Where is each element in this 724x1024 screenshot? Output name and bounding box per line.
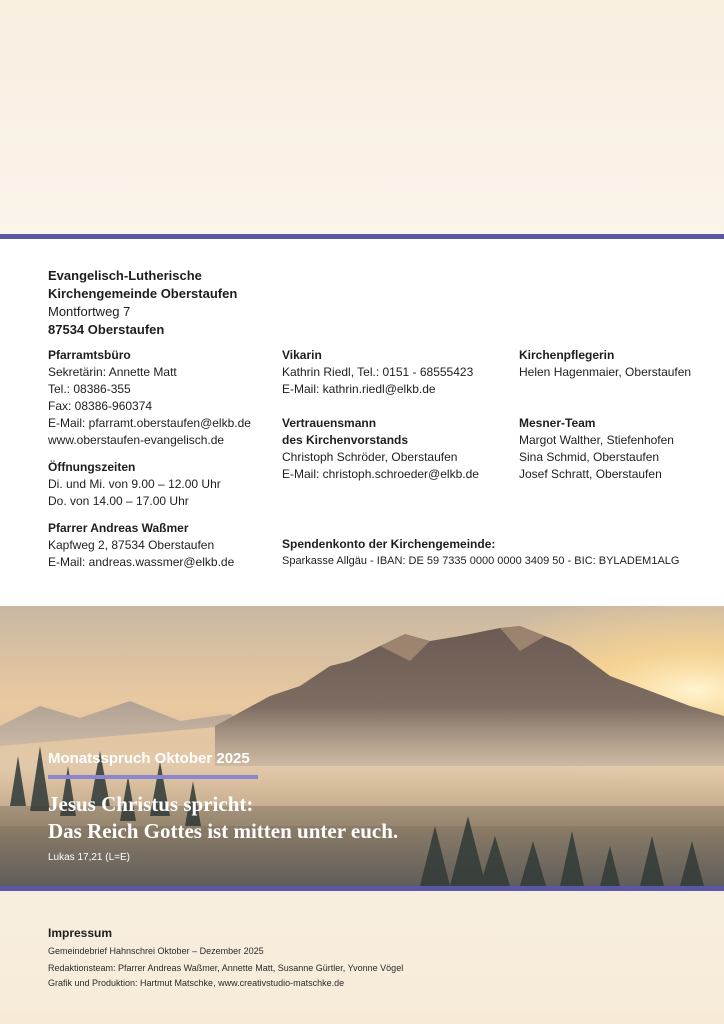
org-street: Montfortweg 7 <box>48 304 131 319</box>
donation-heading: Spendenkonto der Kirchengemeinde: <box>282 537 496 551</box>
treasurer-name: Helen Hagenmaier, Oberstaufen <box>519 365 692 379</box>
office-email[interactable]: E-Mail: pfarramt.oberstaufen@elkb.de <box>48 416 251 430</box>
impressum-production: Grafik und Produktion: Hartmut Matschke, www.creativstudio-matschke.de <box>48 978 345 988</box>
title-underline <box>48 775 258 779</box>
impressum-heading: Impressum <box>48 926 113 940</box>
vicar-email[interactable]: E-Mail: kathrin.riedl@elkb.de <box>282 382 436 396</box>
office-website[interactable]: www.oberstaufen-evangelisch.de <box>48 433 225 447</box>
trustee-heading-1: Vertrauensmann <box>282 416 377 430</box>
pastor-email[interactable]: E-Mail: andreas.wassmer@elkb.de <box>48 555 235 569</box>
vicar-phone: Kathrin Riedl, Tel.: 0151 - 68555423 <box>282 365 474 379</box>
office-fax: Fax: 08386-960374 <box>48 399 153 413</box>
org-name-line2: Kirchengemeinde Oberstaufen <box>48 286 238 301</box>
pastor-heading: Pfarrer Andreas Waßmer <box>48 521 189 535</box>
sexton-member-3: Josef Schratt, Oberstaufen <box>519 467 662 481</box>
impressum-publication: Gemeindebrief Hahnschrei Oktober – Dezember 2025 <box>48 946 264 956</box>
sexton-heading: Mesner-Team <box>519 416 596 430</box>
org-name-line1: Evangelisch-Lutherische <box>48 268 202 283</box>
mountain-landscape-illustration <box>0 606 724 886</box>
sexton-member-2: Sina Schmid, Oberstaufen <box>519 450 660 464</box>
monthly-verse-title: Monatsspruch Oktober 2025 <box>48 750 250 767</box>
org-city: 87534 Oberstaufen <box>48 322 165 337</box>
office-secretary: Sekretärin: Annette Matt <box>48 365 177 379</box>
verse-line-1: Jesus Christus spricht: <box>48 792 254 816</box>
trustee-name: Christoph Schröder, Oberstaufen <box>282 450 458 464</box>
hours-heading: Öffnungszeiten <box>48 460 136 474</box>
trustee-heading-2: des Kirchenvorstands <box>282 433 409 447</box>
donation-account: Sparkasse Allgäu - IBAN: DE 59 7335 0000 0000 3409 50 - BIC: BYLADEM1ALG <box>282 555 680 567</box>
sexton-member-1: Margot Walther, Stiefenhofen <box>519 433 674 447</box>
vicar-heading: Vikarin <box>282 348 322 362</box>
office-heading: Pfarramtsbüro <box>48 348 131 362</box>
verse-reference: Lukas 17,21 (L=E) <box>48 852 130 863</box>
hours-line-2: Do. von 14.00 – 17.00 Uhr <box>48 494 189 508</box>
treasurer-heading: Kirchenpflegerin <box>519 348 615 362</box>
pastor-address: Kapfweg 2, 87534 Oberstaufen <box>48 538 215 552</box>
office-phone: Tel.: 08386-355 <box>48 382 131 396</box>
bottom-divider <box>0 886 724 891</box>
trustee-email[interactable]: E-Mail: christoph.schroeder@elkb.de <box>282 467 479 481</box>
verse-line-2: Das Reich Gottes ist mitten unter euch. <box>48 819 399 843</box>
hours-line-1: Di. und Mi. von 9.00 – 12.00 Uhr <box>48 477 221 491</box>
impressum-editorial: Redaktionsteam: Pfarrer Andreas Waßmer, Annette Matt, Susanne Gürtler, Yvonne Vögel <box>48 963 404 973</box>
mountain-photo <box>0 606 724 886</box>
